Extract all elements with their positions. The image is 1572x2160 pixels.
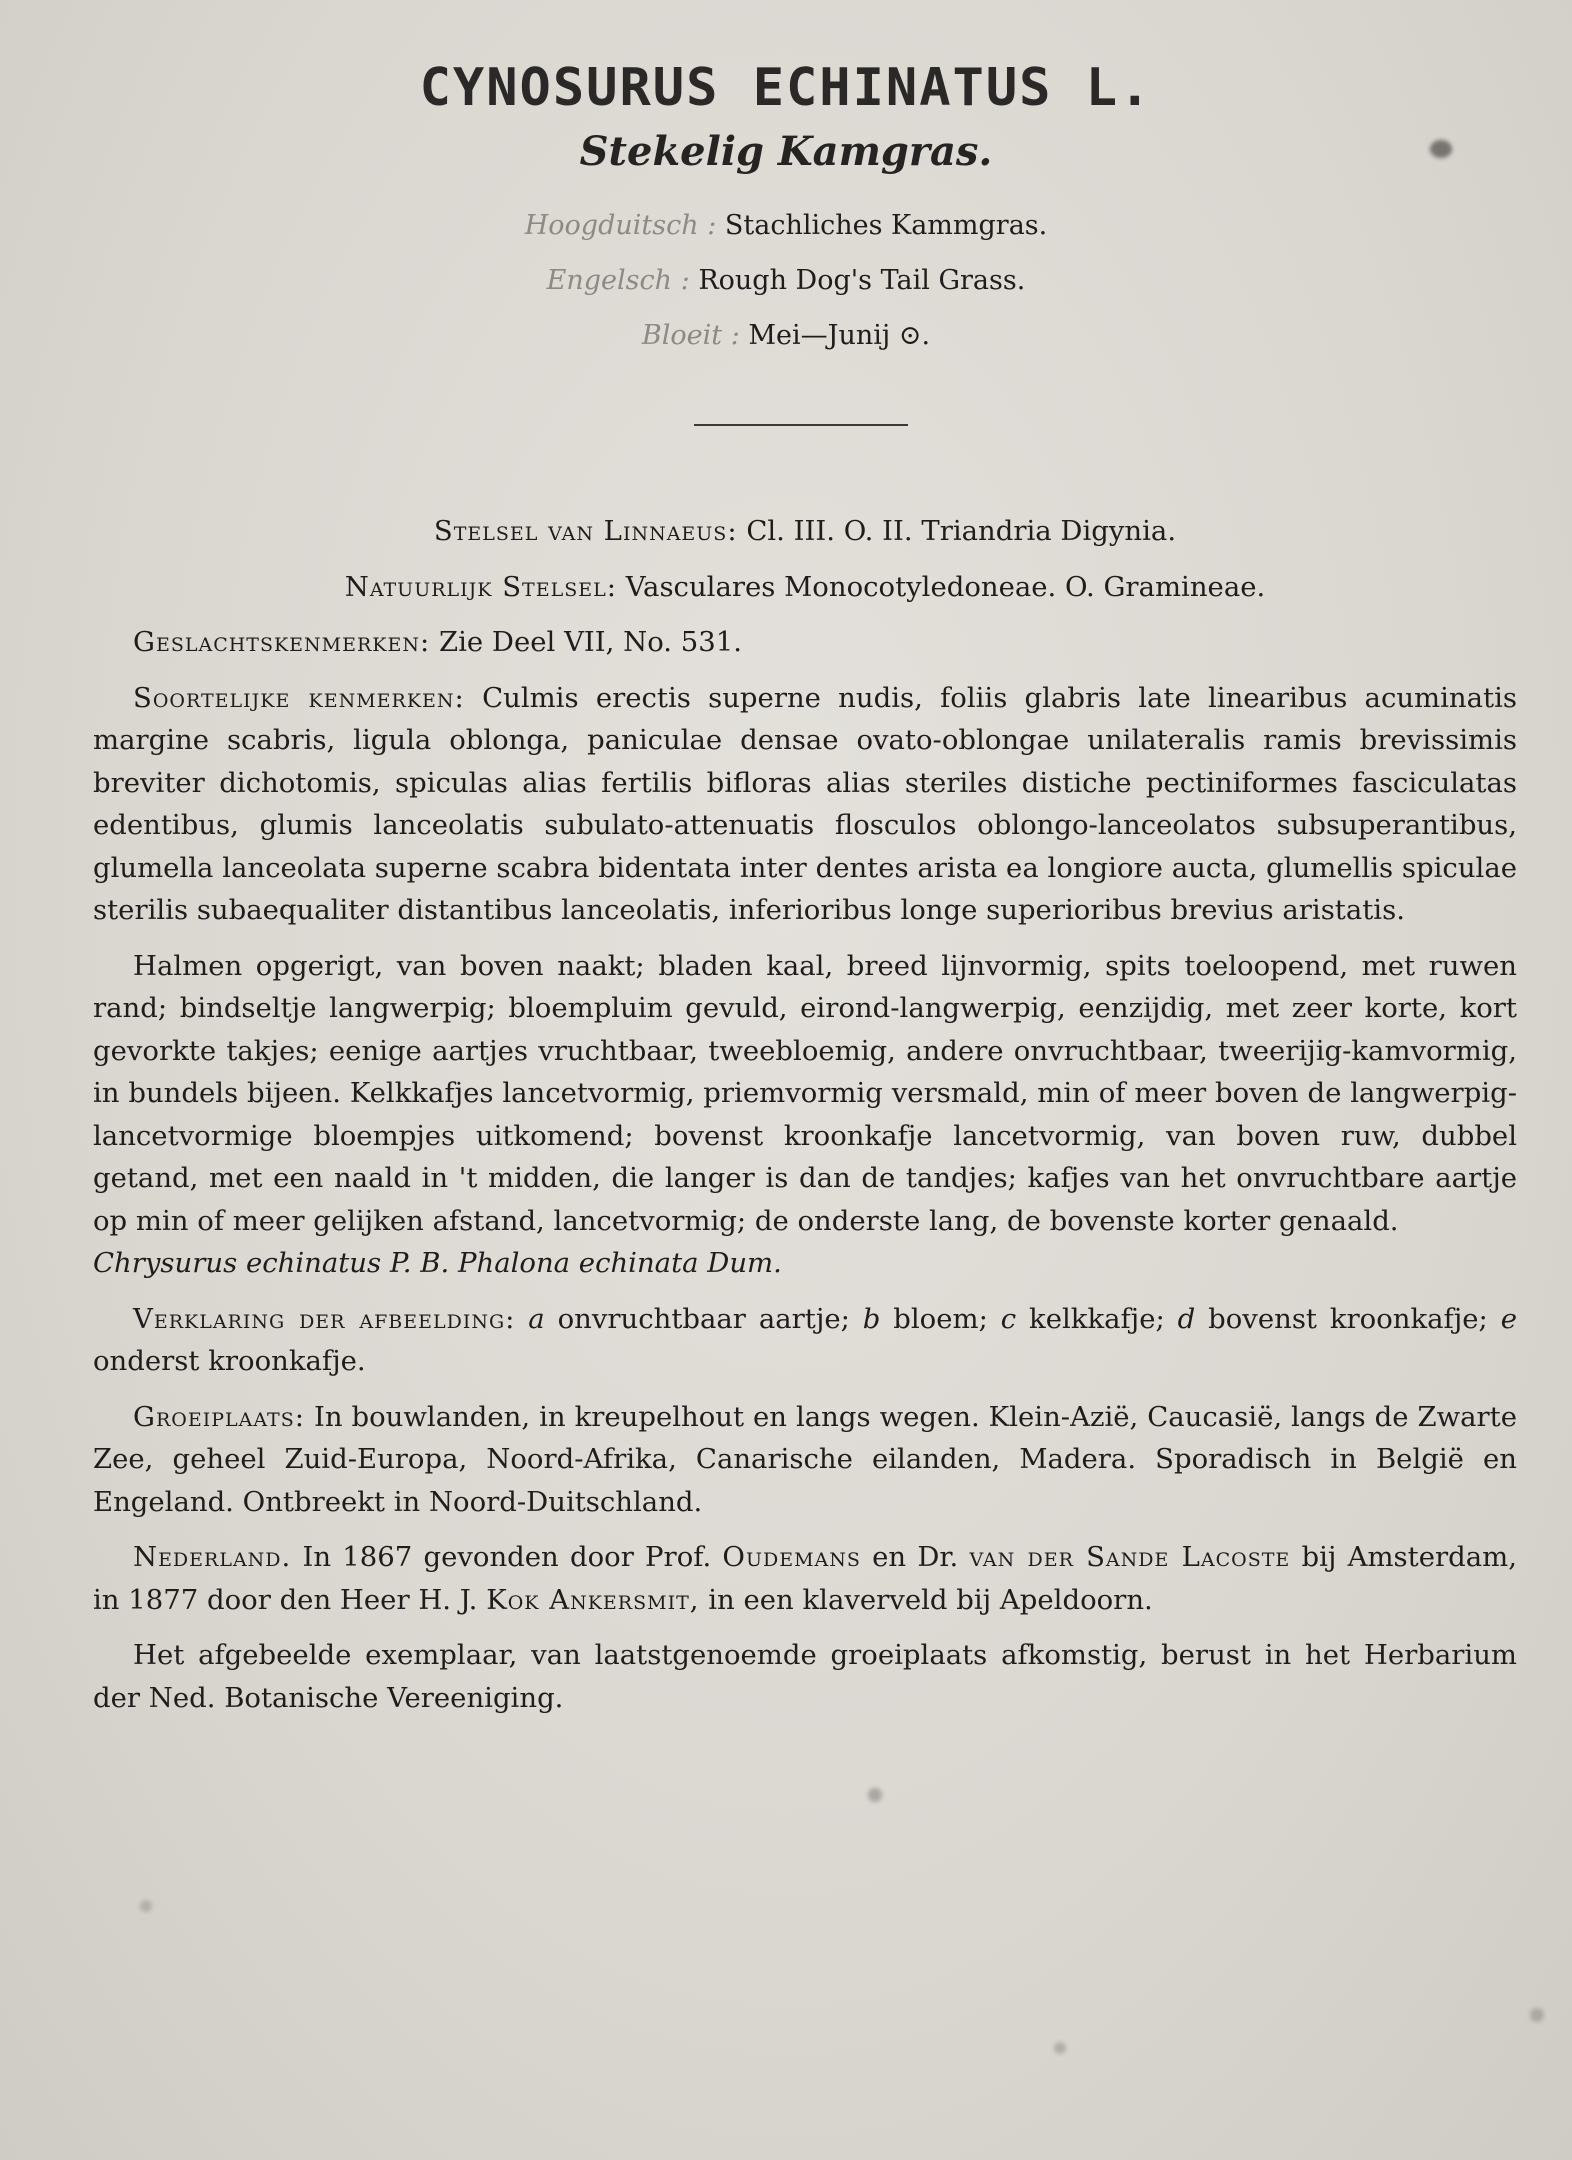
section-label: Nederland. (133, 1541, 292, 1573)
natuurlijk-stelsel (93, 566, 1517, 609)
figure-key: d (1177, 1302, 1196, 1335)
person-name: van der Sande Lacoste (969, 1541, 1291, 1573)
section-label: Groeiplaats: (133, 1400, 305, 1433)
name-label: Engelsch : (546, 265, 690, 296)
geslachtskenmerken (93, 621, 1517, 664)
figure-desc: bloem; (893, 1302, 988, 1335)
section-label: Soortelijke kenmerken: (133, 681, 465, 714)
section-text: Het afgebeelde exemplaar, van laatstgenoemde groeiplaats afkomstig, berust in het Herbarium der Ned. Botanische Vereeniging. (93, 1639, 1517, 1714)
section-text: In bouwlanden, in kreupelhout en langs wegen. Klein-Azië, Caucasië, langs de Zwarte Zee, geheel Zuid-Europa, Noord-Afrika, Canarische eilanden, Madera. Sporadisch in België en Engeland. Ontbreekt in Noord-Duitschland. (93, 1400, 1517, 1518)
page-title: CYNOSURUS ECHINATUS L. (419, 58, 1153, 118)
person-name: Oudemans (722, 1541, 861, 1573)
name-line-bloom (0, 308, 1572, 363)
section-label: Geslachtskenmerken: (133, 626, 431, 658)
soortelijke-kenmerken (93, 677, 1517, 932)
divider-rule (694, 424, 908, 426)
figure-desc: bovenst kroonkafje; (1208, 1302, 1488, 1335)
synonyms: Chrysurus echinatus P. B. Phalona echinata Dum. (93, 1247, 782, 1279)
name-line-german (0, 198, 1572, 253)
section-text: Cl. III. O. II. Triandria Digynia. (746, 515, 1177, 547)
name-label: Hoogduitsch : (524, 210, 717, 241)
section-text: Zie Deel VII, No. 531. (439, 626, 742, 658)
figure-key: a (528, 1302, 545, 1335)
name-line-english (0, 253, 1572, 308)
figure-key: e (1500, 1302, 1517, 1335)
figure-desc: onderst kroonkafje. (93, 1345, 366, 1377)
figure-desc: kelkkafje; (1029, 1302, 1165, 1335)
name-label: Bloeit : (641, 320, 740, 351)
name-value: Rough Dog's Tail Grass. (698, 265, 1026, 296)
groeiplaats (93, 1396, 1517, 1524)
stelsel-linnaeus (93, 510, 1517, 553)
figure-desc: onvruchtbaar aartje; (557, 1302, 850, 1335)
section-text: Halmen opgerigt, van boven naakt; bladen kaal, breed lijnvormig, spits toeloopend, met ruwen rand; bindseltje langwerpig; bloempluim gevuld, eirond-langwerpig, eenzijdig, met zeer korte, kort gevorkte takjes; eenige aartjes vruchtbaar, tweebloemig, andere onvruchtbaar, tweerijig-kamvormig, in bundels bijeen. Kelkkafjes lancetvormig, priemvormig versmald, min of meer boven de langwerpig-lancetvormige bloempjes uitkomend; bovenst kroonkafje lancetvormig, van boven ruw, dubbel getand, met een naald in 't midden, die langer is dan de tandjes; kafjes van het onvruchtbare aartje op min of meer gelijken afstand, lancetvormig; de onderste lang, de bovenste korter genaald. (93, 949, 1517, 1237)
section-text: bij Amsterdam, in 1877 door den Heer H. J. (93, 1541, 1517, 1616)
section-text: Culmis erectis superne nudis, foliis glabris late linearibus acuminatis margine scabris, ligula oblonga, paniculae densae ovato-oblongae unilateralis ramis brevissimis breviter dichotomis, spiculas alias fertilis bifloras alias steriles distiche pectiniformes fasciculatas edentibus, glumis lanceolatis subulato-attenuatis flosculos oblongo-lanceolatos subsuperantibus, glumella lanceolata superne scabra bidentata inter dentes arista ea longiore aucta, glumellis spiculae sterilis subaequaliter distantibus lanceolatis, inferioribus longe superioribus brevius aristatis. (93, 681, 1517, 926)
paper-stain (1430, 140, 1452, 158)
section-text: in een klaverveld bij Apeldoorn. (708, 1583, 1153, 1616)
figure-key: c (1000, 1302, 1017, 1335)
verklaring-afbeelding (93, 1298, 1517, 1383)
name-value: Mei—Junij ⊙. (748, 320, 931, 351)
section-label: Stelsel van Linnaeus: (433, 515, 738, 547)
herbarium-note (93, 1634, 1517, 1719)
description-body (93, 510, 1517, 1732)
person-name: Kok Ankersmit, (486, 1583, 700, 1616)
section-label: Verklaring der afbeelding: (133, 1302, 516, 1335)
section-label: Natuurlijk Stelsel: (344, 570, 617, 603)
name-value: Stachliches Kammgras. (724, 210, 1048, 241)
paper-stain (140, 1900, 152, 1912)
paper-stain (1530, 2008, 1544, 2022)
paper-stain (1054, 2042, 1066, 2054)
paper-stain (868, 1788, 882, 1802)
dutch-description (93, 945, 1517, 1285)
page-subtitle: Stekelig Kamgras. (579, 128, 993, 175)
vernacular-names (0, 198, 1572, 363)
section-text: In 1867 gevonden door Prof. (302, 1541, 712, 1573)
nederland (93, 1536, 1517, 1621)
section-text: Vasculares Monocotyledoneae. O. Gramineae. (625, 570, 1266, 603)
section-text: en Dr. (872, 1541, 959, 1573)
figure-key: b (862, 1302, 881, 1335)
